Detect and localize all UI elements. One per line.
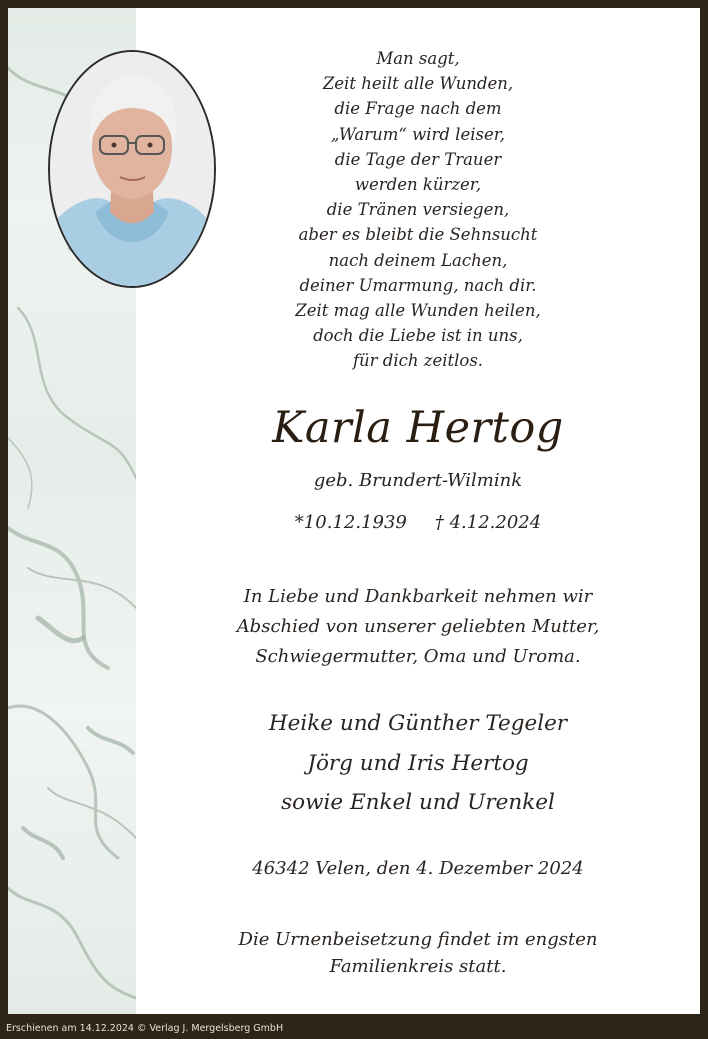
birth-date: *10.12.1939 bbox=[294, 512, 407, 533]
place-date: 46342 Velen, den 4. Dezember 2024 bbox=[252, 858, 584, 879]
death-date: † 4.12.2024 bbox=[434, 512, 542, 533]
thanks-line: Schwiegermutter, Oma und Uroma. bbox=[255, 646, 581, 667]
poem-line: deiner Umarmung, nach dir. bbox=[299, 275, 537, 295]
poem-line: doch die Liebe ist in uns, bbox=[313, 326, 523, 346]
poem-line: Zeit mag alle Wunden heilen, bbox=[295, 301, 541, 321]
publication-footer: Erschienen am 14.12.2024 © Verlag J. Mergelsberg GmbH bbox=[6, 1023, 284, 1034]
poem-line: die Frage nach dem bbox=[334, 99, 502, 119]
poem-line: die Tage der Trauer bbox=[334, 149, 502, 169]
thanks-line: Abschied von unserer geliebten Mutter, bbox=[236, 616, 600, 637]
poem bbox=[136, 46, 700, 374]
poem-line: aber es bleibt die Sehnsucht bbox=[298, 225, 538, 245]
burial-notice bbox=[136, 926, 700, 980]
thanks-text bbox=[136, 582, 700, 672]
obituary-card bbox=[8, 8, 700, 1014]
poem-line: Man sagt, bbox=[376, 49, 460, 68]
deceased-name: Karla Hertog bbox=[272, 403, 564, 453]
poem-line: für dich zeitlos. bbox=[352, 351, 484, 371]
poem-line: nach deinem Lachen, bbox=[328, 250, 508, 270]
poem-line: Zeit heilt alle Wunden, bbox=[322, 74, 514, 94]
mourner-line: Jörg und Iris Hertog bbox=[307, 750, 529, 776]
burial-line: Die Urnenbeisetzung findet im engsten bbox=[238, 929, 598, 950]
poem-line: werden kürzer, bbox=[354, 175, 482, 195]
life-dates bbox=[136, 510, 700, 536]
mourners bbox=[136, 704, 700, 823]
thanks-line: In Liebe und Dankbarkeit nehmen wir bbox=[243, 586, 593, 607]
burial-line: Familienkreis statt. bbox=[329, 956, 507, 977]
mourner-line: Heike und Günther Tegeler bbox=[268, 711, 568, 736]
maiden-name: geb. Brundert-Wilmink bbox=[313, 470, 523, 491]
poem-line: die Tränen versiegen, bbox=[326, 200, 510, 220]
poem-line: „Warum“ wird leiser, bbox=[330, 124, 506, 144]
mourner-line: sowie Enkel und Urenkel bbox=[281, 790, 555, 815]
